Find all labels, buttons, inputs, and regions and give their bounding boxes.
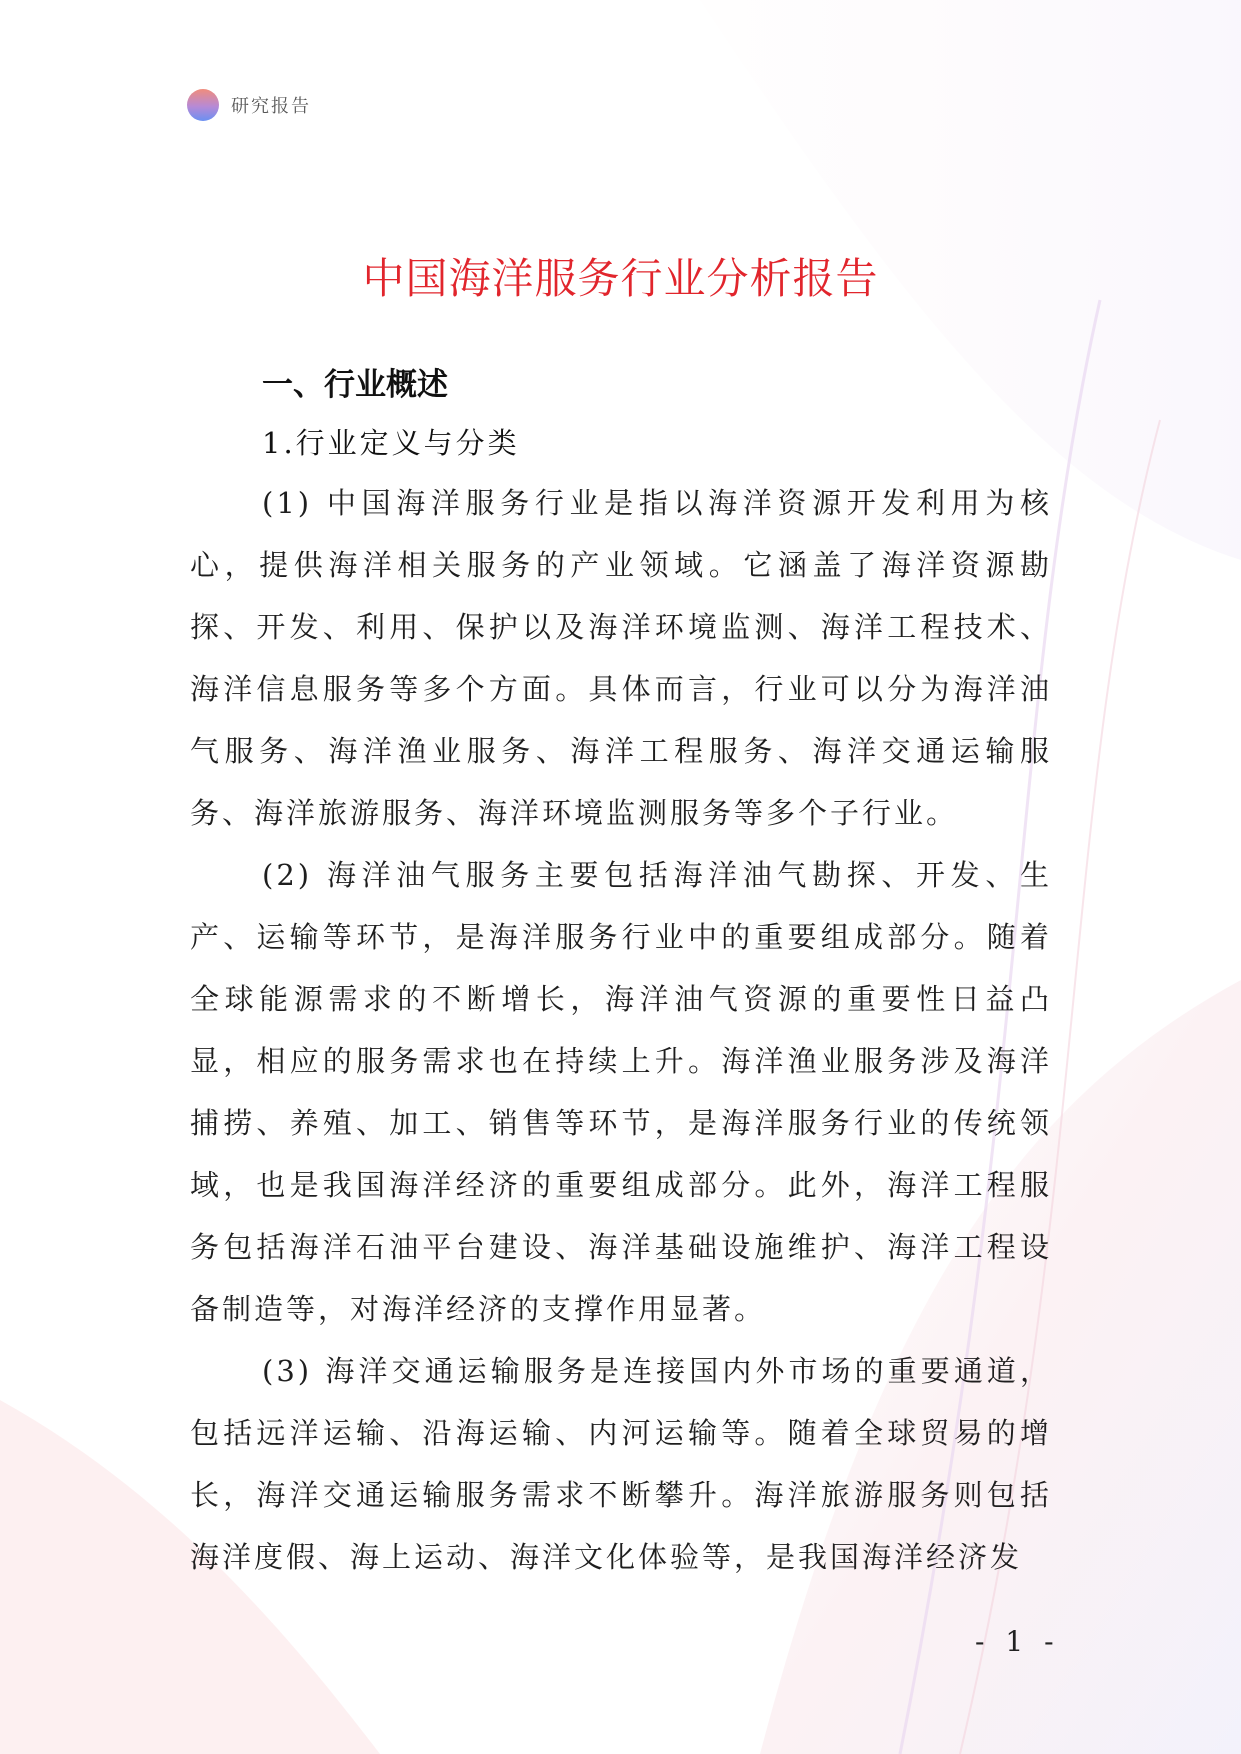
- header-label: 研究报告: [231, 96, 311, 117]
- document-header: [187, 87, 311, 123]
- document-title: 中国海洋服务行业分析报告: [362, 254, 879, 304]
- section-heading: 一、行业概述: [262, 367, 448, 403]
- paragraph-text: (3) 海洋交通运输服务是连接国内外市场的重要通道，包括远洋运输、沿海运输、内河运输等。随着全球贸易的增长，海洋交通运输服务需求不断攀升。海洋旅游服务则包括海洋度假、海上运动、海洋文化体验等，是我国海洋经济发: [190, 1354, 1052, 1574]
- logo-icon: [187, 89, 219, 121]
- paragraph-2: [190, 844, 1052, 1340]
- paragraph-text: (2) 海洋油气服务主要包括海洋油气勘探、开发、生产、运输等环节，是海洋服务行业中的重要组成部分。随着全球能源需求的不断增长，海洋油气资源的重要性日益凸显，相应的服务需求也在持续上升。海洋渔业服务涉及海洋捕捞、养殖、加工、销售等环节，是海洋服务行业的传统领域，也是我国海洋经济的重要组成部分。此外，海洋工程服务包括海洋石油平台建设、海洋基础设施维护、海洋工程设备制造等，对海洋经济的支撑作用显著。: [190, 858, 1052, 1326]
- subheading: 1.行业定义与分类: [262, 426, 520, 460]
- paragraph-text: (1) 中国海洋服务行业是指以海洋资源开发利用为核心，提供海洋相关服务的产业领域。它涵盖了海洋资源勘探、开发、利用、保护以及海洋环境监测、海洋工程技术、海洋信息服务等多个方面。具体而言，行业可以分为海洋油气服务、海洋渔业服务、海洋工程服务、海洋交通运输服务、海洋旅游服务、海洋环境监测服务等多个子行业。: [190, 486, 1052, 830]
- paragraph-3: [190, 1340, 1052, 1588]
- paragraph-1: [190, 472, 1052, 844]
- page-number: - 1 -: [975, 1625, 1060, 1658]
